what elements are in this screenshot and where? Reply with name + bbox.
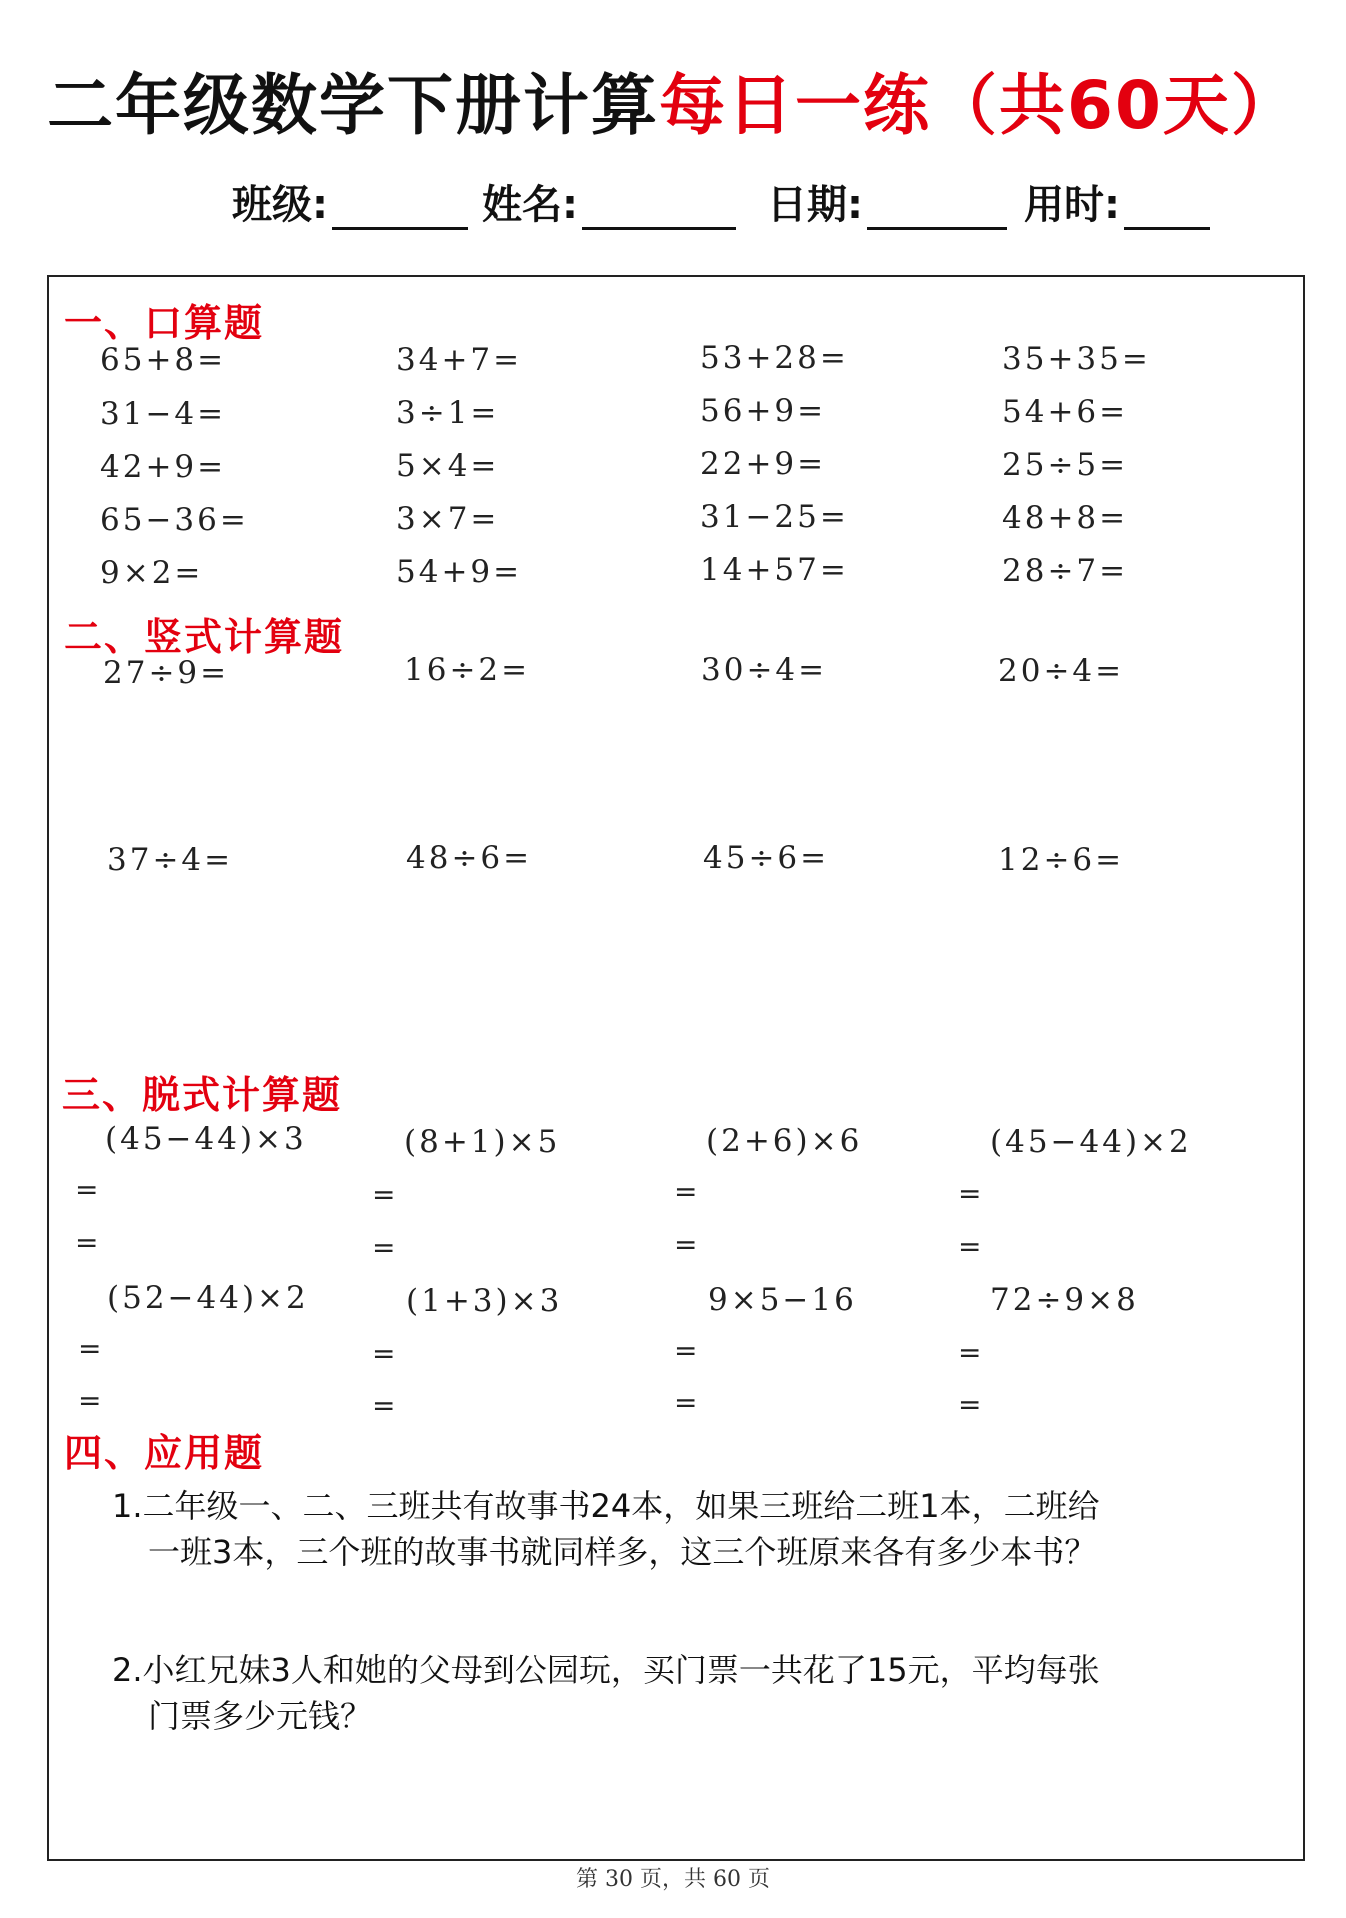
equals-sign: = xyxy=(75,1173,99,1206)
oral-item: 54+6= xyxy=(1002,394,1129,430)
section-heading-word: 四、应用题 xyxy=(64,1430,265,1475)
equals-sign: = xyxy=(674,1175,698,1208)
stepwise-item: (45−44)×2 xyxy=(990,1124,1192,1160)
oral-item: 5×4= xyxy=(396,448,500,484)
equals-sign: = xyxy=(958,1388,982,1421)
word-problem xyxy=(112,1483,1212,1575)
class-label: 班级: xyxy=(232,182,328,228)
oral-item: 14+57= xyxy=(700,552,849,588)
oral-item: 25÷5= xyxy=(1002,447,1129,483)
word-problem xyxy=(112,1647,1212,1739)
equals-sign: = xyxy=(372,1337,396,1370)
equals-sign: = xyxy=(958,1230,982,1263)
equals-sign: = xyxy=(372,1389,396,1422)
vertical-item: 48÷6= xyxy=(406,840,533,876)
title-black: 二年级数学下册计算 xyxy=(47,67,660,144)
word-problem-line: 一班3本，三个班的故事书就同样多，这三个班原来各有多少本书？ xyxy=(148,1533,1097,1571)
word-problem-line: 2.小红兄妹3人和她的父母到公园玩，买门票一共花了15元，平均每张 xyxy=(112,1651,1100,1689)
time-blank[interactable] xyxy=(1124,185,1210,230)
class-blank[interactable] xyxy=(332,185,468,230)
date-label: 日期: xyxy=(767,182,863,228)
date-field[interactable] xyxy=(767,173,1007,230)
vertical-item: 16÷2= xyxy=(404,652,531,688)
vertical-item: 30÷4= xyxy=(701,652,828,688)
oral-item: 31−25= xyxy=(700,499,849,535)
name-blank[interactable] xyxy=(582,185,736,230)
word-problem-line: 门票多少元钱？ xyxy=(148,1697,373,1735)
oral-item: 22+9= xyxy=(700,446,827,482)
stepwise-item: 72÷9×8 xyxy=(990,1282,1139,1318)
equals-sign: = xyxy=(674,1386,698,1419)
stepwise-item: (2+6)×6 xyxy=(706,1123,863,1159)
student-info-row xyxy=(232,173,1232,233)
stepwise-item: (1+3)×3 xyxy=(406,1283,563,1319)
time-field[interactable] xyxy=(1024,173,1210,230)
oral-item: 28÷7= xyxy=(1002,553,1129,589)
oral-item: 53+28= xyxy=(700,340,849,376)
vertical-item: 37÷4= xyxy=(107,842,234,878)
equals-sign: = xyxy=(372,1178,396,1211)
word-problem-line: 1.二年级一、二、三班共有故事书24本，如果三班给二班1本，二班给 xyxy=(112,1487,1100,1525)
oral-item: 9×2= xyxy=(100,555,204,591)
stepwise-item: (52−44)×2 xyxy=(107,1280,309,1316)
vertical-item: 27÷9= xyxy=(103,655,230,691)
time-label: 用时: xyxy=(1024,182,1120,228)
name-label: 姓名: xyxy=(482,182,578,228)
oral-item: 42+9= xyxy=(100,449,227,485)
oral-item: 3×7= xyxy=(396,501,500,537)
vertical-item: 12÷6= xyxy=(998,842,1125,878)
oral-item: 65−36= xyxy=(100,502,249,538)
name-field[interactable] xyxy=(482,173,736,230)
page-title xyxy=(0,52,1346,147)
equals-sign: = xyxy=(78,1384,102,1417)
vertical-item: 20÷4= xyxy=(998,653,1125,689)
oral-item: 31−4= xyxy=(100,396,227,432)
oral-item: 35+35= xyxy=(1002,341,1151,377)
section-heading-vertical: 二、竖式计算题 xyxy=(64,614,345,659)
equals-sign: = xyxy=(958,1336,982,1369)
page-footer: 第 30 页，共 60 页 xyxy=(576,1867,770,1892)
equals-sign: = xyxy=(372,1231,396,1264)
oral-item: 48+8= xyxy=(1002,500,1129,536)
stepwise-item: (45−44)×3 xyxy=(105,1121,307,1157)
oral-item: 34+7= xyxy=(396,342,523,378)
date-blank[interactable] xyxy=(867,185,1007,230)
equals-sign: = xyxy=(674,1334,698,1367)
equals-sign: = xyxy=(75,1226,99,1259)
vertical-item: 45÷6= xyxy=(703,840,830,876)
oral-item: 56+9= xyxy=(700,393,827,429)
equals-sign: = xyxy=(674,1228,698,1261)
title-red: 每日一练（共60天） xyxy=(659,67,1299,144)
class-field[interactable] xyxy=(232,173,468,230)
oral-item: 54+9= xyxy=(396,554,523,590)
oral-item: 65+8= xyxy=(100,342,227,378)
stepwise-item: (8+1)×5 xyxy=(404,1124,561,1160)
section-heading-stepwise: 三、脱式计算题 xyxy=(62,1072,343,1117)
oral-item: 3÷1= xyxy=(396,395,500,431)
stepwise-item: 9×5−16 xyxy=(708,1282,857,1318)
equals-sign: = xyxy=(78,1332,102,1365)
equals-sign: = xyxy=(958,1177,982,1210)
section-heading-oral: 一、口算题 xyxy=(64,300,265,345)
